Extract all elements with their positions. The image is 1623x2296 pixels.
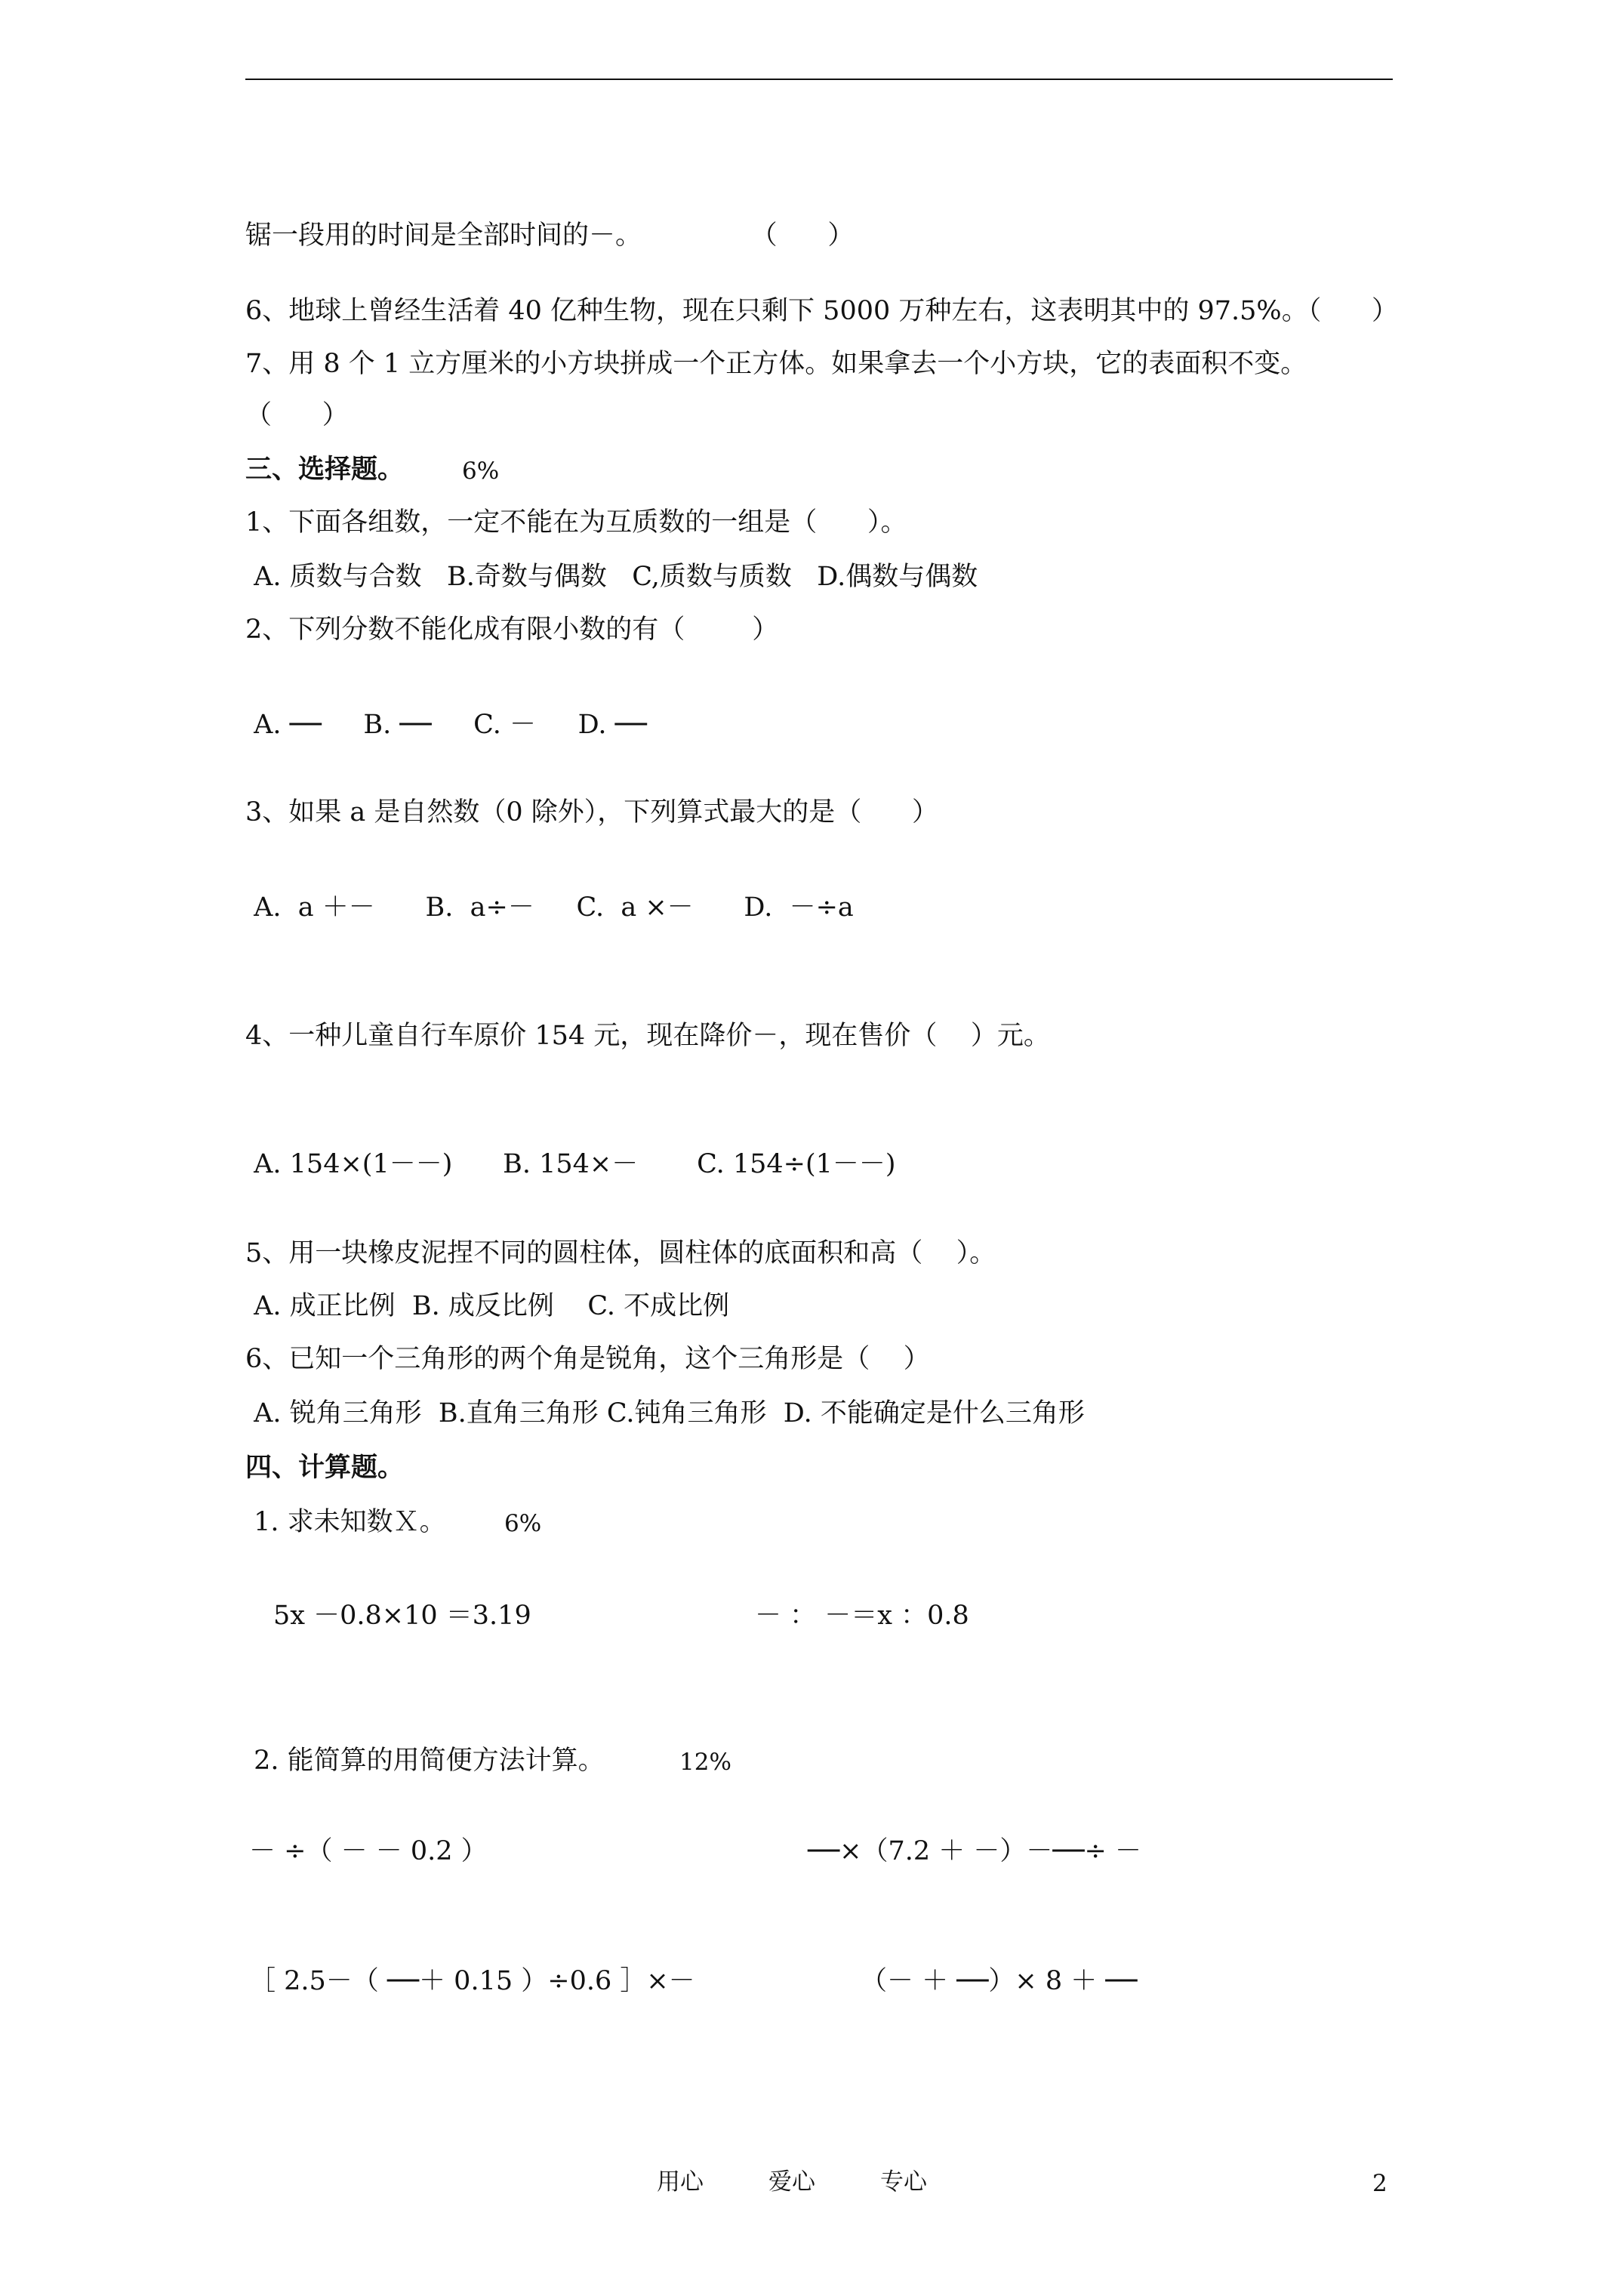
choice-q2: 2、下列分数不能化成有限小数的有（ ）	[245, 615, 779, 645]
choice-q5: 5、用一块橡皮泥捏不同的圆柱体，圆柱体的底面积和高（ ）。	[245, 1238, 996, 1268]
judge-item-7-bracket: （ ）	[245, 400, 349, 430]
expression-1: － ÷（ － － 0.2 ）	[249, 1836, 488, 1866]
judge-item-6: 6、地球上曾经生活着 40 亿种生物，现在只剩下 5000 万种左右，这表明其中的 97.5%。（ ）	[245, 296, 1398, 326]
choice-q5-options: A. 成正比例 B. 成反比例 C. 不成比例	[245, 1291, 730, 1321]
expression-4: （－ ＋ ──）× 8 ＋ ──	[861, 1966, 1138, 1996]
choice-q1: 1、下面各组数，一定不能在为互质数的一组是（ ）。	[245, 507, 907, 538]
footer-slogan-1: 用心	[657, 2168, 704, 2196]
equation-1: 5x －0.8×10 ＝3.19	[273, 1601, 531, 1631]
section-3-heading: 三、选择题。	[245, 454, 405, 485]
choice-q4: 4、一种儿童自行车原价 154 元，现在降价－，现在售价（ ）元。	[245, 1021, 1050, 1051]
judge-item-5-continued: 锯一段用的时间是全部时间的－。 （ ）	[245, 220, 855, 251]
choice-q4-options: A. 154×(1－－) B. 154×－ C. 154÷(1－－)	[245, 1149, 896, 1179]
calc-q1: 1. 求未知数Ｘ。	[245, 1507, 446, 1537]
choice-q2-options: A. ── B. ── C. － D. ──	[245, 710, 647, 740]
judge-item-7: 7、用 8 个 1 立方厘米的小方块拼成一个正方体。如果拿去一个小方块，它的表面积不变。	[245, 349, 1307, 379]
choice-q3: 3、如果 a 是自然数（0 除外），下列算式最大的是（ ）	[245, 797, 939, 827]
section-4-heading: 四、计算题。	[245, 1452, 405, 1483]
footer-slogan-2: 爱心	[768, 2168, 815, 2196]
header-rule	[245, 79, 1393, 80]
choice-q3-options: A. a ＋－ B. a÷－ C. a ×－ D. －÷a	[245, 892, 854, 923]
expression-3: ［ 2.5－（ ──＋ 0.15 ）÷0.6 ］×－	[249, 1966, 695, 1996]
choice-q1-options: A. 质数与合数 B.奇数与偶数 C,质数与质数 D.偶数与偶数	[245, 562, 978, 592]
choice-q6-options: A. 锐角三角形 B.直角三角形 C.钝角三角形 D. 不能确定是什么三角形	[245, 1398, 1085, 1428]
expression-2: ──×（7.2 ＋ －）－──÷ －	[808, 1836, 1141, 1866]
calc-q2-score: 12%	[679, 1749, 731, 1776]
section-3-score: 6%	[462, 458, 500, 485]
calc-q1-score: 6%	[504, 1510, 542, 1537]
calc-q2: 2. 能简算的用简便方法计算。	[245, 1746, 605, 1776]
page-number: 2	[1372, 2170, 1387, 2197]
choice-q6: 6、已知一个三角形的两个角是锐角，这个三角形是（ ）	[245, 1344, 930, 1374]
equation-2: － ： －＝x ：0.8	[755, 1601, 969, 1631]
footer-slogan-3: 专心	[880, 2168, 927, 2196]
